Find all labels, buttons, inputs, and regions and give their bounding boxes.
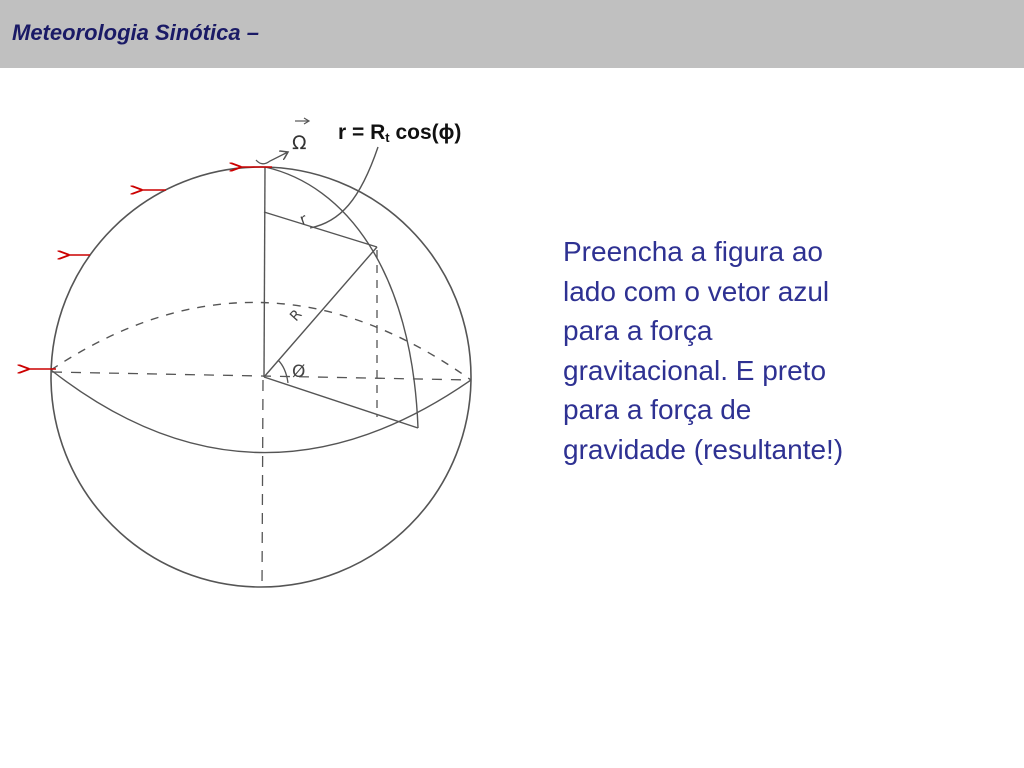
center-to-equator-line xyxy=(264,377,418,428)
rotation-curl-icon xyxy=(256,152,288,164)
formula-subscript: t xyxy=(385,130,390,145)
sphere-outline xyxy=(51,167,471,587)
instruction-line: gravidade (resultante!) xyxy=(563,433,844,465)
r-label: r xyxy=(297,209,310,229)
equator-front xyxy=(51,370,471,453)
instruction-text xyxy=(563,232,983,469)
instruction-line: lado com o vetor azul xyxy=(563,275,830,307)
formula-label xyxy=(338,121,461,145)
omega-label: Ω xyxy=(292,132,307,154)
meridian-arc xyxy=(265,167,418,428)
earth-radius-line xyxy=(264,247,377,377)
R-label: R xyxy=(287,306,306,325)
equatorial-diameter-dashed xyxy=(52,372,471,380)
instruction-line: gravitacional. E preto xyxy=(563,354,827,386)
formula-pointer-line xyxy=(310,147,378,228)
instruction-line: Preencha a figura ao xyxy=(563,236,823,267)
slide-title: Meteorologia Sinótica – xyxy=(12,20,259,45)
formula-lhs: r = R xyxy=(338,121,386,144)
rotation-axis-lower-dashed xyxy=(262,380,263,588)
instruction-line: para a força xyxy=(563,315,713,346)
rotation-axis-upper xyxy=(264,167,265,377)
phi-angle-arc xyxy=(278,360,288,383)
formula-rhs: cos(ϕ) xyxy=(389,121,462,144)
phi-label: Ø xyxy=(292,362,306,382)
earth-rotation-diagram xyxy=(0,68,540,628)
header-bar xyxy=(0,0,1024,68)
instruction-line: para a força de xyxy=(563,394,752,425)
radius-r-line xyxy=(264,212,377,247)
